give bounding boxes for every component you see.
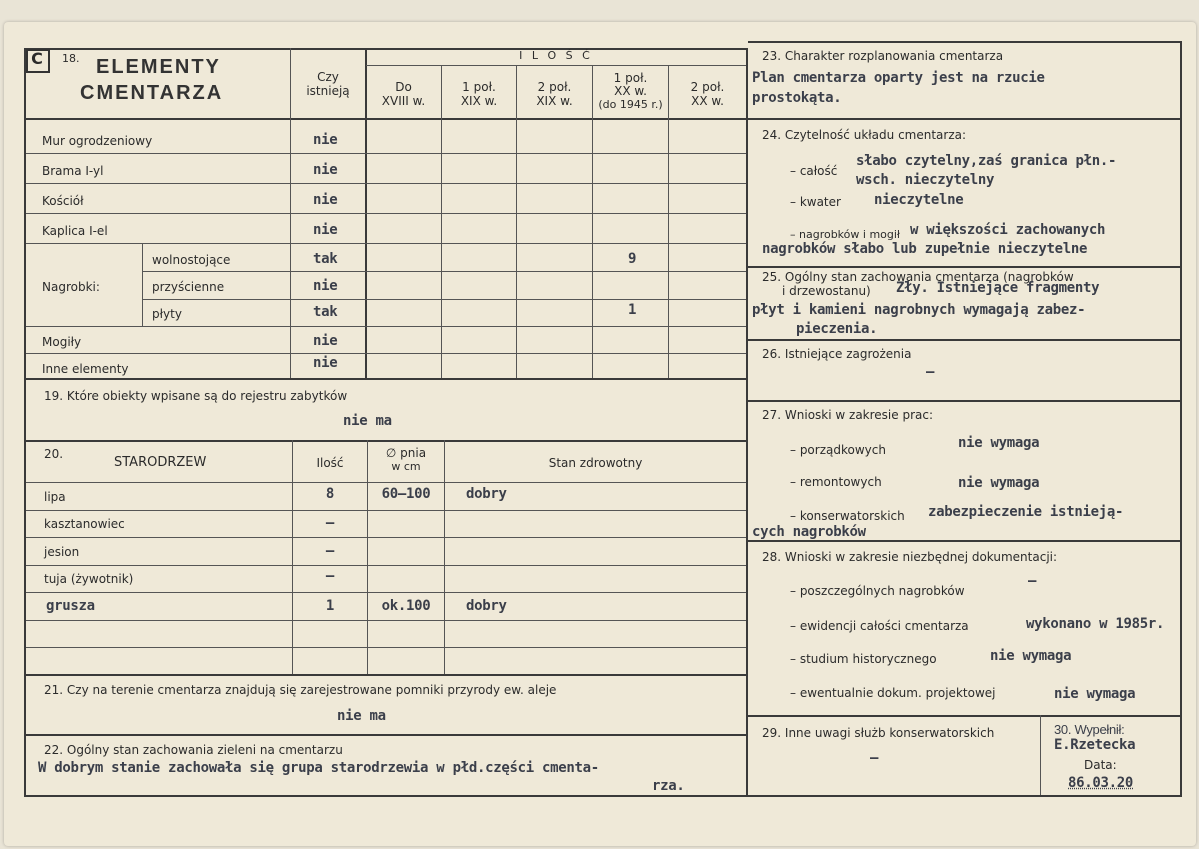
- row-value-brama: nie: [313, 162, 338, 178]
- section25-answer-inline: Zły. Istniejące fragmenty: [896, 280, 1100, 296]
- period-col-4: 2 poł. XX w.: [690, 80, 725, 108]
- section21-answer: nie ma: [337, 708, 386, 724]
- row-value-mur: nie: [313, 132, 338, 148]
- section27-item-value: zabezpieczenie istnieją-: [928, 504, 1124, 520]
- section25-answer-line3: pieczenia.: [796, 321, 878, 337]
- section24-calosc-line1: słabo czytelny,zaś granica płn.-: [856, 153, 1117, 169]
- section19-answer: nie ma: [343, 413, 392, 429]
- tree-qty: –: [325, 568, 335, 584]
- section26-question: 26. Istniejące zagrożenia: [762, 347, 912, 361]
- section24-calosc-line2: wsch. nieczytelny: [856, 172, 995, 188]
- section20-number: 20.: [44, 447, 64, 461]
- row-value-kaplica: nie: [313, 222, 338, 238]
- col-diam-header: ∅ pnia w cm: [385, 446, 427, 473]
- period-col-3: 1 poł. XX w. (do 1945 r.): [598, 71, 663, 111]
- nagrobki-row-value: nie: [313, 278, 338, 294]
- section24-nagrobkow-line1: w większości zachowanych: [910, 222, 1106, 238]
- period-col-1: 1 poł. XIX w.: [460, 80, 498, 108]
- section23-answer-line1: Plan cmentarza oparty jest na rzucie: [752, 70, 1045, 86]
- row-value-kosciol: nie: [313, 192, 338, 208]
- tree-diam: ok.100: [381, 598, 431, 614]
- nagrobki-label: Nagrobki:: [42, 280, 100, 294]
- col-exists-header: Czy istnieją: [306, 70, 350, 98]
- section26-answer: –: [926, 364, 935, 380]
- section30-label: 30. Wypełnił:: [1054, 722, 1125, 737]
- section28-question: 28. Wnioski w zakresie niezbędnej dokumentacji:: [762, 550, 1058, 564]
- period-col-0: Do XVIII w.: [381, 80, 426, 108]
- section28-item-value: –: [1028, 573, 1037, 589]
- row-label-inne: Inne elementy: [42, 362, 129, 376]
- tree-qty: –: [325, 515, 335, 531]
- nagrobki-row-count: 9: [628, 251, 637, 267]
- section24-question: 24. Czytelność układu cmentarza:: [762, 128, 967, 142]
- card-letter: C: [31, 49, 43, 68]
- nagrobki-row-value: tak: [313, 304, 338, 320]
- section23-answer-line2: prostokąta.: [752, 90, 842, 106]
- row-label-kaplica: Kaplica I-el: [42, 224, 108, 238]
- section27-question: 27. Wnioski w zakresie prac:: [762, 408, 934, 422]
- nagrobki-row-label: wolnostojące: [152, 253, 231, 267]
- tree-name: tuja (żywotnik): [44, 572, 134, 586]
- section22-question: 22. Ogólny stan zachowania zieleni na cmentarzu: [44, 743, 343, 757]
- row-label-brama: Brama I-yl: [42, 164, 104, 178]
- row-label-mogily: Mogiły: [42, 335, 82, 349]
- section29-answer: –: [870, 750, 879, 766]
- section18-title-line2: CMENTARZA: [80, 82, 224, 104]
- period-col-2: 2 poł. XIX w.: [536, 80, 573, 108]
- tree-health: dobry: [466, 598, 507, 614]
- row-value-mogily: nie: [313, 333, 338, 349]
- section24-kwater-label: – kwater: [790, 195, 841, 209]
- section28-item-label: – studium historycznego: [790, 652, 937, 666]
- tree-diam: 60–100: [381, 486, 431, 502]
- section24-kwater-value: nieczytelne: [874, 192, 964, 208]
- col-health-header: Stan zdrowotny: [548, 456, 643, 470]
- section25-answer-line2: płyt i kamieni nagrobnych wymagają zabez-: [752, 302, 1086, 318]
- section30-date: 86.03.20: [1068, 775, 1134, 791]
- section22-answer-line1: W dobrym stanie zachowała się grupa starodrzewia w płd.części cmenta-: [38, 760, 599, 776]
- section27-item-label: – porządkowych: [790, 443, 886, 457]
- section18-title-line1: ELEMENTY: [96, 56, 221, 78]
- section21-question: 21. Czy na terenie cmentarza znajdują się zarejestrowane pomniki przyrody ew. aleje: [44, 683, 557, 697]
- col-qty-header: Ilość: [316, 456, 344, 470]
- section27-konserw-line2: cych nagrobków: [752, 524, 866, 540]
- section28-item-value: nie wymaga: [1054, 686, 1136, 702]
- ilosc-header: I L O Ś Ć: [519, 49, 593, 62]
- section25-question-line2: i drzewostanu): [782, 284, 871, 298]
- section28-item-value: nie wymaga: [990, 648, 1072, 664]
- section27-item-value: nie wymaga: [958, 475, 1040, 491]
- section27-item-value: nie wymaga: [958, 435, 1040, 451]
- nagrobki-row-count: 1: [628, 302, 637, 318]
- nagrobki-row-label: płyty: [152, 307, 182, 321]
- row-label-kosciol: Kościół: [42, 194, 84, 208]
- section29-question: 29. Inne uwagi służb konserwatorskich: [762, 726, 995, 740]
- tree-health: dobry: [466, 486, 507, 502]
- section25-question-line1: 25. Ogólny stan zachowania cmentarza (nagrobków: [762, 270, 1074, 284]
- section23-question: 23. Charakter rozplanowania cmentarza: [762, 49, 1004, 63]
- nagrobki-row-value: tak: [313, 251, 338, 267]
- section18-number: 18.: [62, 52, 80, 65]
- tree-name: grusza: [46, 598, 95, 614]
- section20-title: STARODRZEW: [114, 455, 207, 470]
- section28-item-label: – ewentualnie dokum. projektowej: [790, 686, 996, 700]
- nagrobki-row-label: przyścienne: [152, 280, 225, 294]
- tree-name: jesion: [44, 545, 80, 559]
- row-label-mur: Mur ogrodzeniowy: [42, 134, 153, 148]
- section28-item-label: – poszczególnych nagrobków: [790, 584, 965, 598]
- section27-item-label: – remontowych: [790, 475, 882, 489]
- tree-qty: 8: [325, 486, 335, 502]
- tree-qty: 1: [325, 598, 335, 614]
- tree-name: kasztanowiec: [44, 517, 125, 531]
- section22-answer-line2: rza.: [652, 778, 685, 794]
- section24-nagrobkow-label: – nagrobków i mogił: [790, 228, 901, 241]
- section24-nagrobkow-line2: nagrobków słabo lub zupełnie nieczytelne: [762, 241, 1088, 257]
- section19-question: 19. Które obiekty wpisane są do rejestru zabytków: [44, 389, 348, 403]
- section28-item-label: – ewidencji całości cmentarza: [790, 619, 969, 633]
- section24-calosc-label: – całość: [790, 164, 838, 178]
- section28-item-value: wykonano w 1985r.: [1026, 616, 1165, 632]
- section30-date-label: Data:: [1084, 758, 1117, 772]
- tree-name: lipa: [44, 490, 66, 504]
- tree-qty: –: [325, 543, 335, 559]
- inventory-card: [4, 22, 1196, 846]
- section30-name: E.Rzetecka: [1054, 737, 1136, 753]
- section27-item-label: – konserwatorskich: [790, 509, 905, 523]
- row-value-inne: nie: [313, 355, 338, 371]
